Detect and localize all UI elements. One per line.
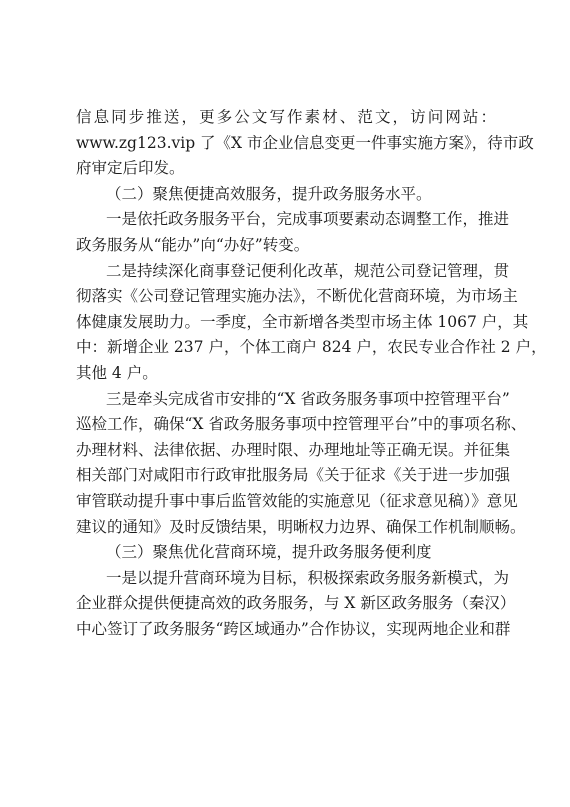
paragraph-start-line: 二是持续深化商事登记便利化改革，规范公司登记管理，贯: [106, 261, 510, 280]
text-line: 建议的通知》及时反馈结果，明晰权力边界、确保工作机制顺畅。: [76, 517, 526, 536]
text-line: 其他 4 户。: [76, 363, 158, 382]
paragraph-start-line: 一是依托政务服务平台，完成事项要素动态调整工作，推进: [106, 210, 510, 229]
paragraph-start-line: 一是以提升营商环境为目标，积极探索政务服务新模式，为: [106, 568, 510, 587]
section-heading: （二）聚焦便捷高效服务，提升政务服务水平。: [106, 184, 432, 203]
text-line: 相关部门对咸阳市行政审批服务局《关于征求《关于进一步加强: [76, 466, 511, 485]
text-line: 彻落实《公司登记管理实施办法》，不断优化营商环境，为市场主: [76, 287, 518, 306]
text-line: www.zg123.vip 了《X 市企业信息变更一件事实施方案》，待市政: [76, 133, 534, 152]
text-line: 府审定后印发。: [76, 159, 185, 178]
text-line: 企业群众提供便捷高效的政务服务，与 X 新区政务服务（秦汉）: [76, 594, 516, 613]
text-line: 政务服务从“能办”向“办好”转变。: [76, 235, 310, 254]
section-heading: （三）聚焦优化营商环境，提升政务服务便利度: [106, 543, 432, 562]
text-line: 审管联动提升事中事后监管效能的实施意见（征求意见稿）》意见: [76, 491, 518, 510]
document-body: [76, 105, 547, 642]
text-line: 中：新增企业 237 户，个体工商户 824 户，农民专业合作社 2 户，: [76, 338, 547, 357]
text-line: 中心签订了政务服务“跨区域通办”合作协议，实现两地企业和群: [76, 619, 511, 638]
text-line: 办理材料、法律依据、办理时限、办理地址等正确无误。并征集: [76, 440, 511, 459]
text-line: 信息同步推送，更多公文写作素材、范文，访问网站：: [76, 108, 496, 126]
paragraph-start-line: 三是牵头完成省市安排的“X 省政务服务事项中控管理平台”: [106, 389, 510, 408]
text-line: 体健康发展助力。一季度，全市新增各类型市场主体 1067 户，其: [76, 312, 529, 331]
text-line: 巡检工作，确保“X 省政务服务事项中控管理平台”中的事项名称、: [76, 415, 527, 434]
